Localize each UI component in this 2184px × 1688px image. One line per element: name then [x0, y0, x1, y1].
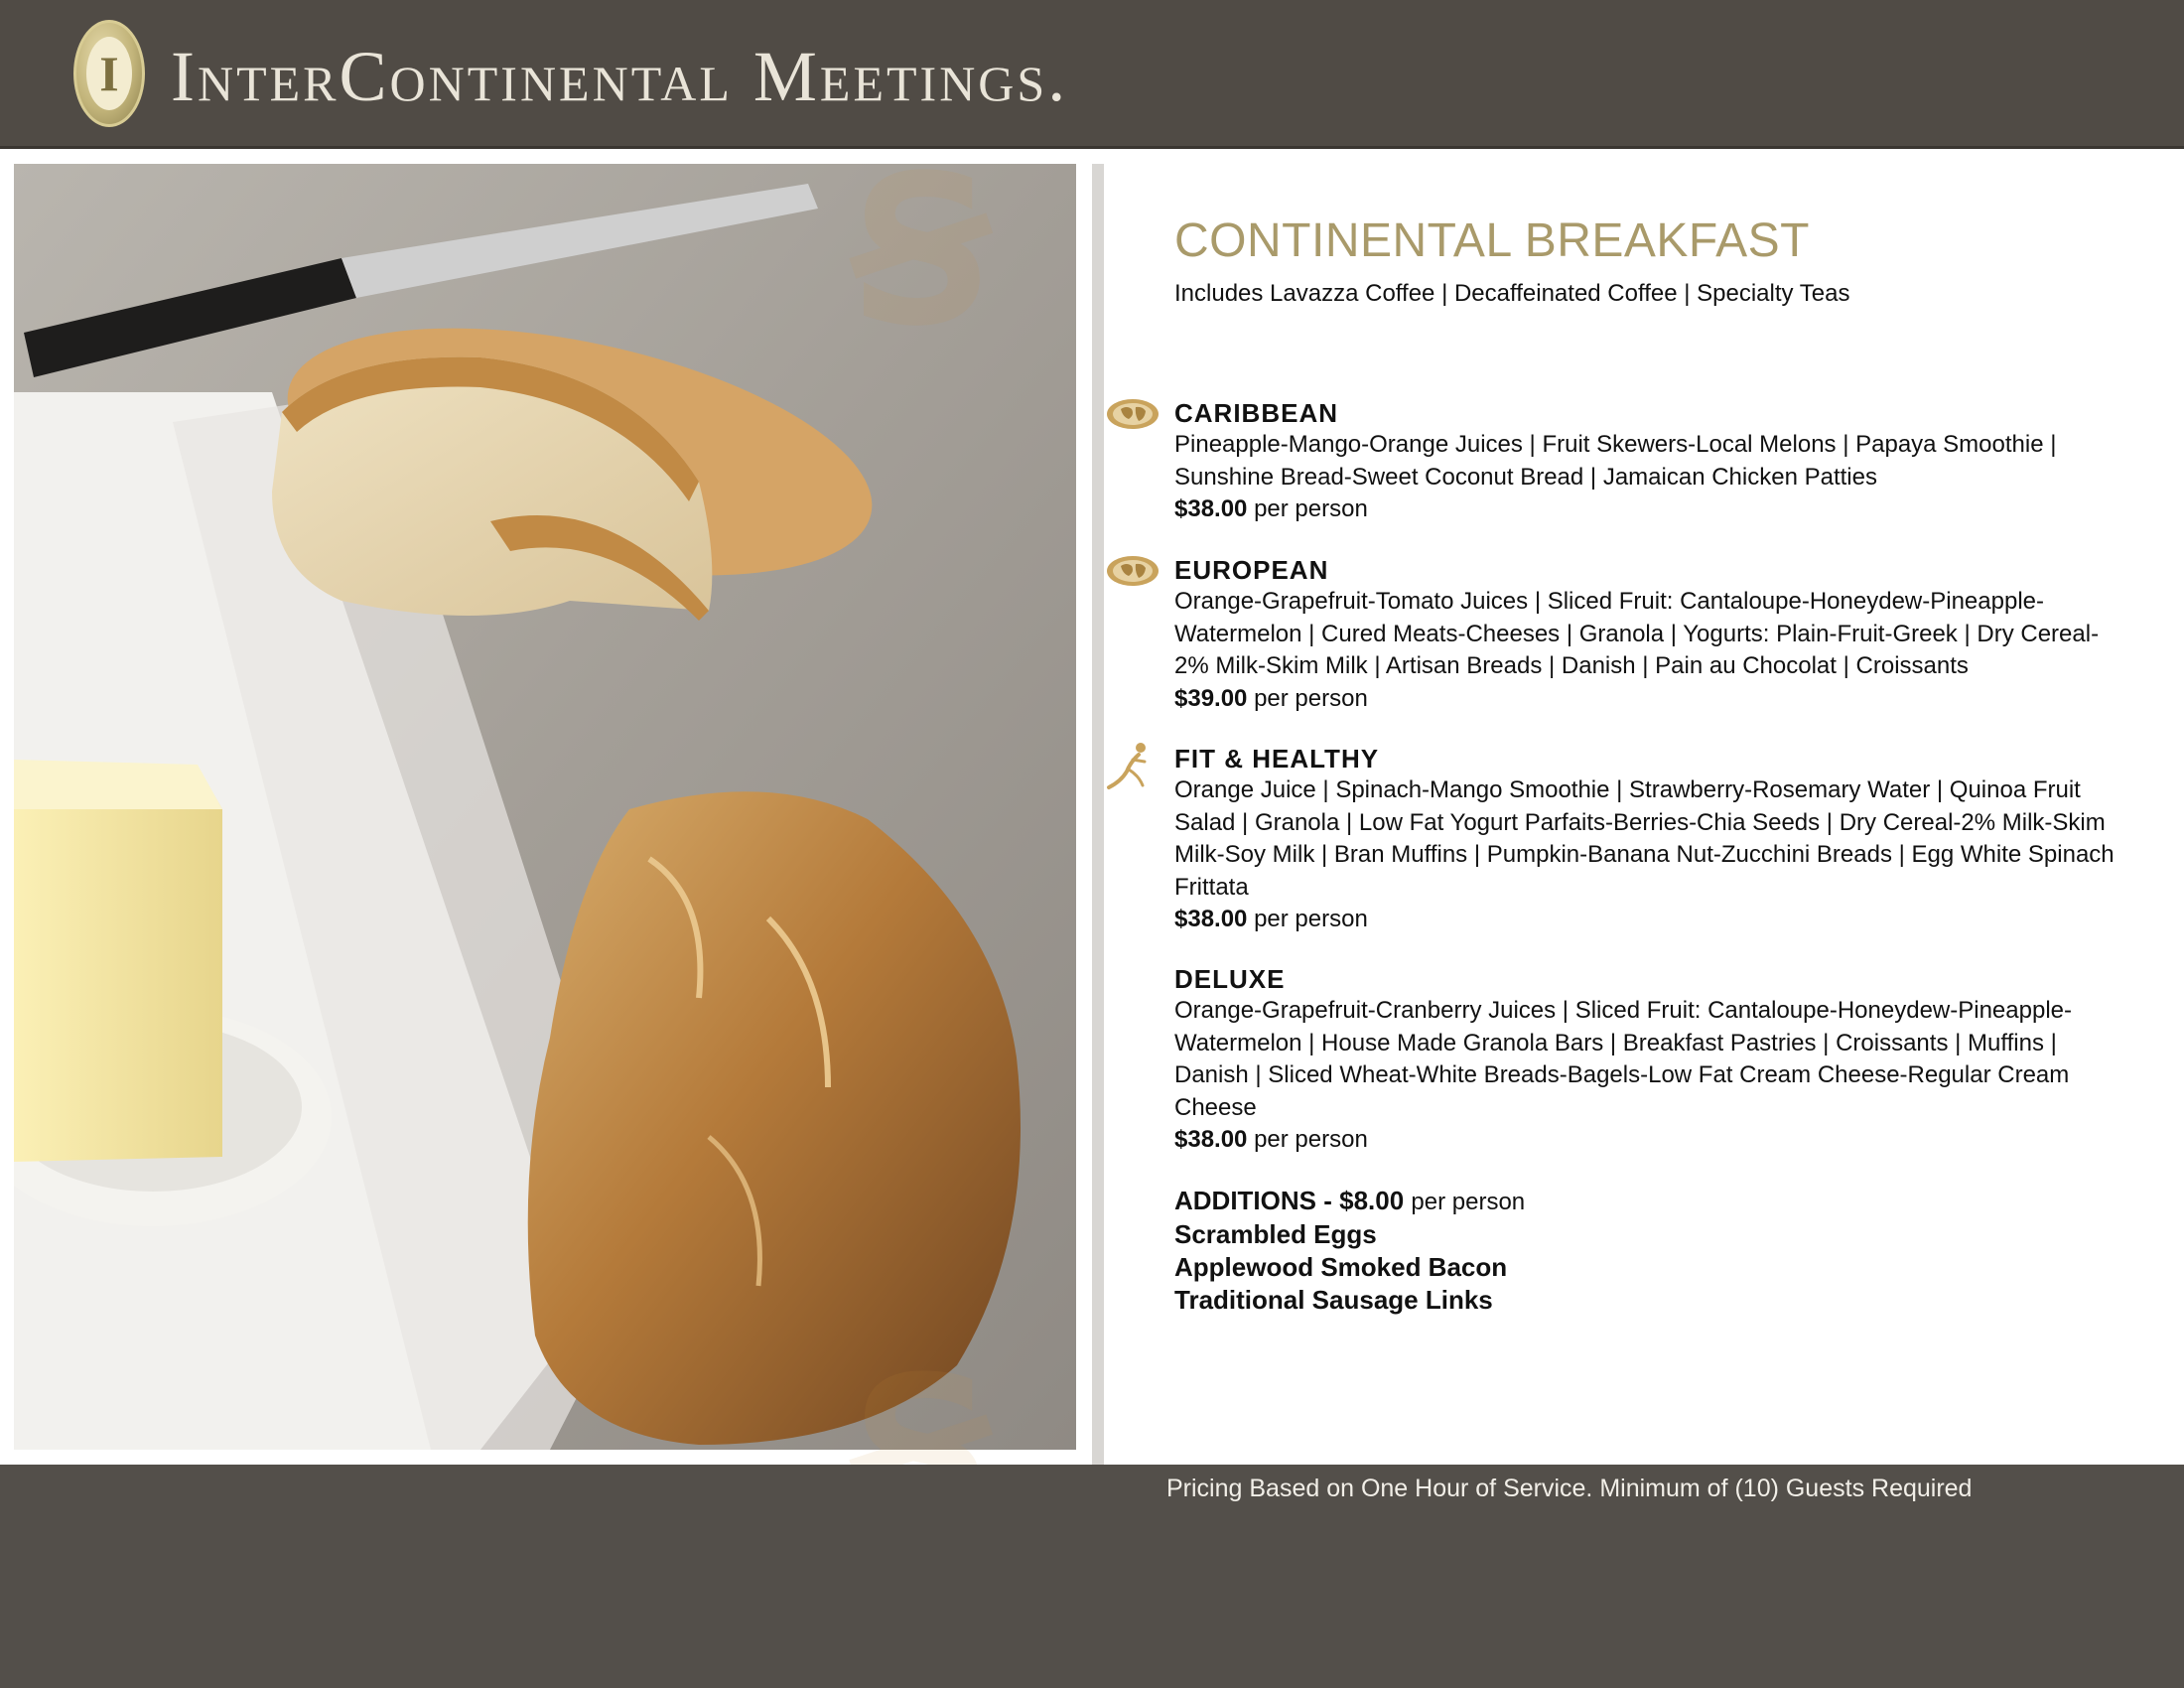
section-items: Pineapple-Mango-Orange Juices | Fruit Skewers-Local Melons | Papaya Smoothie | Sunshine Bread-Sweet Coconut Bread | Jamaican Chicken Patties — [1174, 431, 2057, 491]
section-price-line — [1174, 904, 2127, 935]
additions-label: ADDITIONS - $8.00 — [1174, 1186, 1405, 1215]
brand-name: InterContinental Meetings. — [171, 37, 1069, 116]
menu-section-deluxe — [1174, 963, 2127, 1156]
menu-section-caribbean — [1174, 397, 2127, 525]
globe-icon — [1105, 554, 1160, 588]
page-title: CONTINENTAL BREAKFAST — [1174, 214, 1810, 267]
section-price-line — [1174, 683, 2127, 715]
addition-item: Traditional Sausage Links — [1174, 1285, 1493, 1315]
section-price-line — [1174, 493, 2127, 525]
section-price: $38.00 — [1174, 495, 1248, 522]
section-price: $38.00 — [1174, 1126, 1248, 1153]
price-suffix: per person — [1411, 1189, 1526, 1215]
price-suffix: per person — [1254, 495, 1368, 522]
additions-header — [1174, 1185, 2127, 1218]
intercontinental-logo-icon — [73, 20, 145, 127]
runner-icon — [1105, 740, 1155, 789]
bread-photo — [14, 164, 1076, 1450]
price-suffix: per person — [1254, 684, 1368, 712]
section-title: CARIBBEAN — [1174, 398, 1338, 428]
addition-item: Applewood Smoked Bacon — [1174, 1252, 1508, 1282]
section-items: Orange Juice | Spinach-Mango Smoothie | Strawberry-Rosemary Water | Quinoa Fruit Salad | Granola | Low Fat Yogurt Parfaits-Berries-Chia Seeds | Dry Cereal-2% Milk-Skim Milk-Soy Milk | Bran Muffins | Pumpkin-Banana Nut-Zucchini Breads | Egg White Spinach Frittata — [1174, 776, 2115, 901]
header-bar — [0, 0, 2184, 149]
addition-item: Scrambled Eggs — [1174, 1219, 1377, 1249]
section-items: Orange-Grapefruit-Tomato Juices | Sliced Fruit: Cantaloupe-Honeydew-Pineapple-Watermelon | Cured Meats-Cheeses | Granola | Yogurts: Plain-Fruit-Greek | Dry Cereal-2% Milk-Skim Milk | Artisan Breads | Danish | Pain au Chocolat | Croissants — [1174, 588, 2100, 679]
price-suffix: per person — [1254, 906, 1368, 932]
section-title: FIT & HEALTHY — [1174, 744, 1380, 774]
menu-header — [1174, 213, 2127, 308]
menu-section-fit-healthy — [1174, 743, 2127, 935]
section-title: EUROPEAN — [1174, 555, 1329, 585]
globe-icon — [1105, 397, 1160, 431]
logo-initial: I — [86, 37, 132, 110]
menu-section-additions — [1174, 1185, 2127, 1317]
section-items: Orange-Grapefruit-Cranberry Juices | Sliced Fruit: Cantaloupe-Honeydew-Pineapple-Watermelon | House Made Granola Bars | Breakfast Pastries | Croissants | Muffins | Danish | Sliced Wheat-White Breads-Bagels-Low Fat Cream Cheese-Regular Cream Cheese — [1174, 997, 2072, 1121]
section-price: $38.00 — [1174, 906, 1248, 932]
section-title: DELUXE — [1174, 964, 1286, 994]
price-suffix: per person — [1254, 1126, 1368, 1153]
footer-note: Pricing Based on One Hour of Service. Minimum of (10) Guests Required — [1166, 1475, 1973, 1502]
vertical-divider — [1092, 164, 1104, 1465]
beverage-subtitle: Includes Lavazza Coffee | Decaffeinated Coffee | Specialty Teas — [1174, 280, 1850, 307]
section-price-line — [1174, 1124, 2127, 1156]
section-price: $39.00 — [1174, 684, 1248, 712]
menu-section-european — [1174, 554, 2127, 715]
